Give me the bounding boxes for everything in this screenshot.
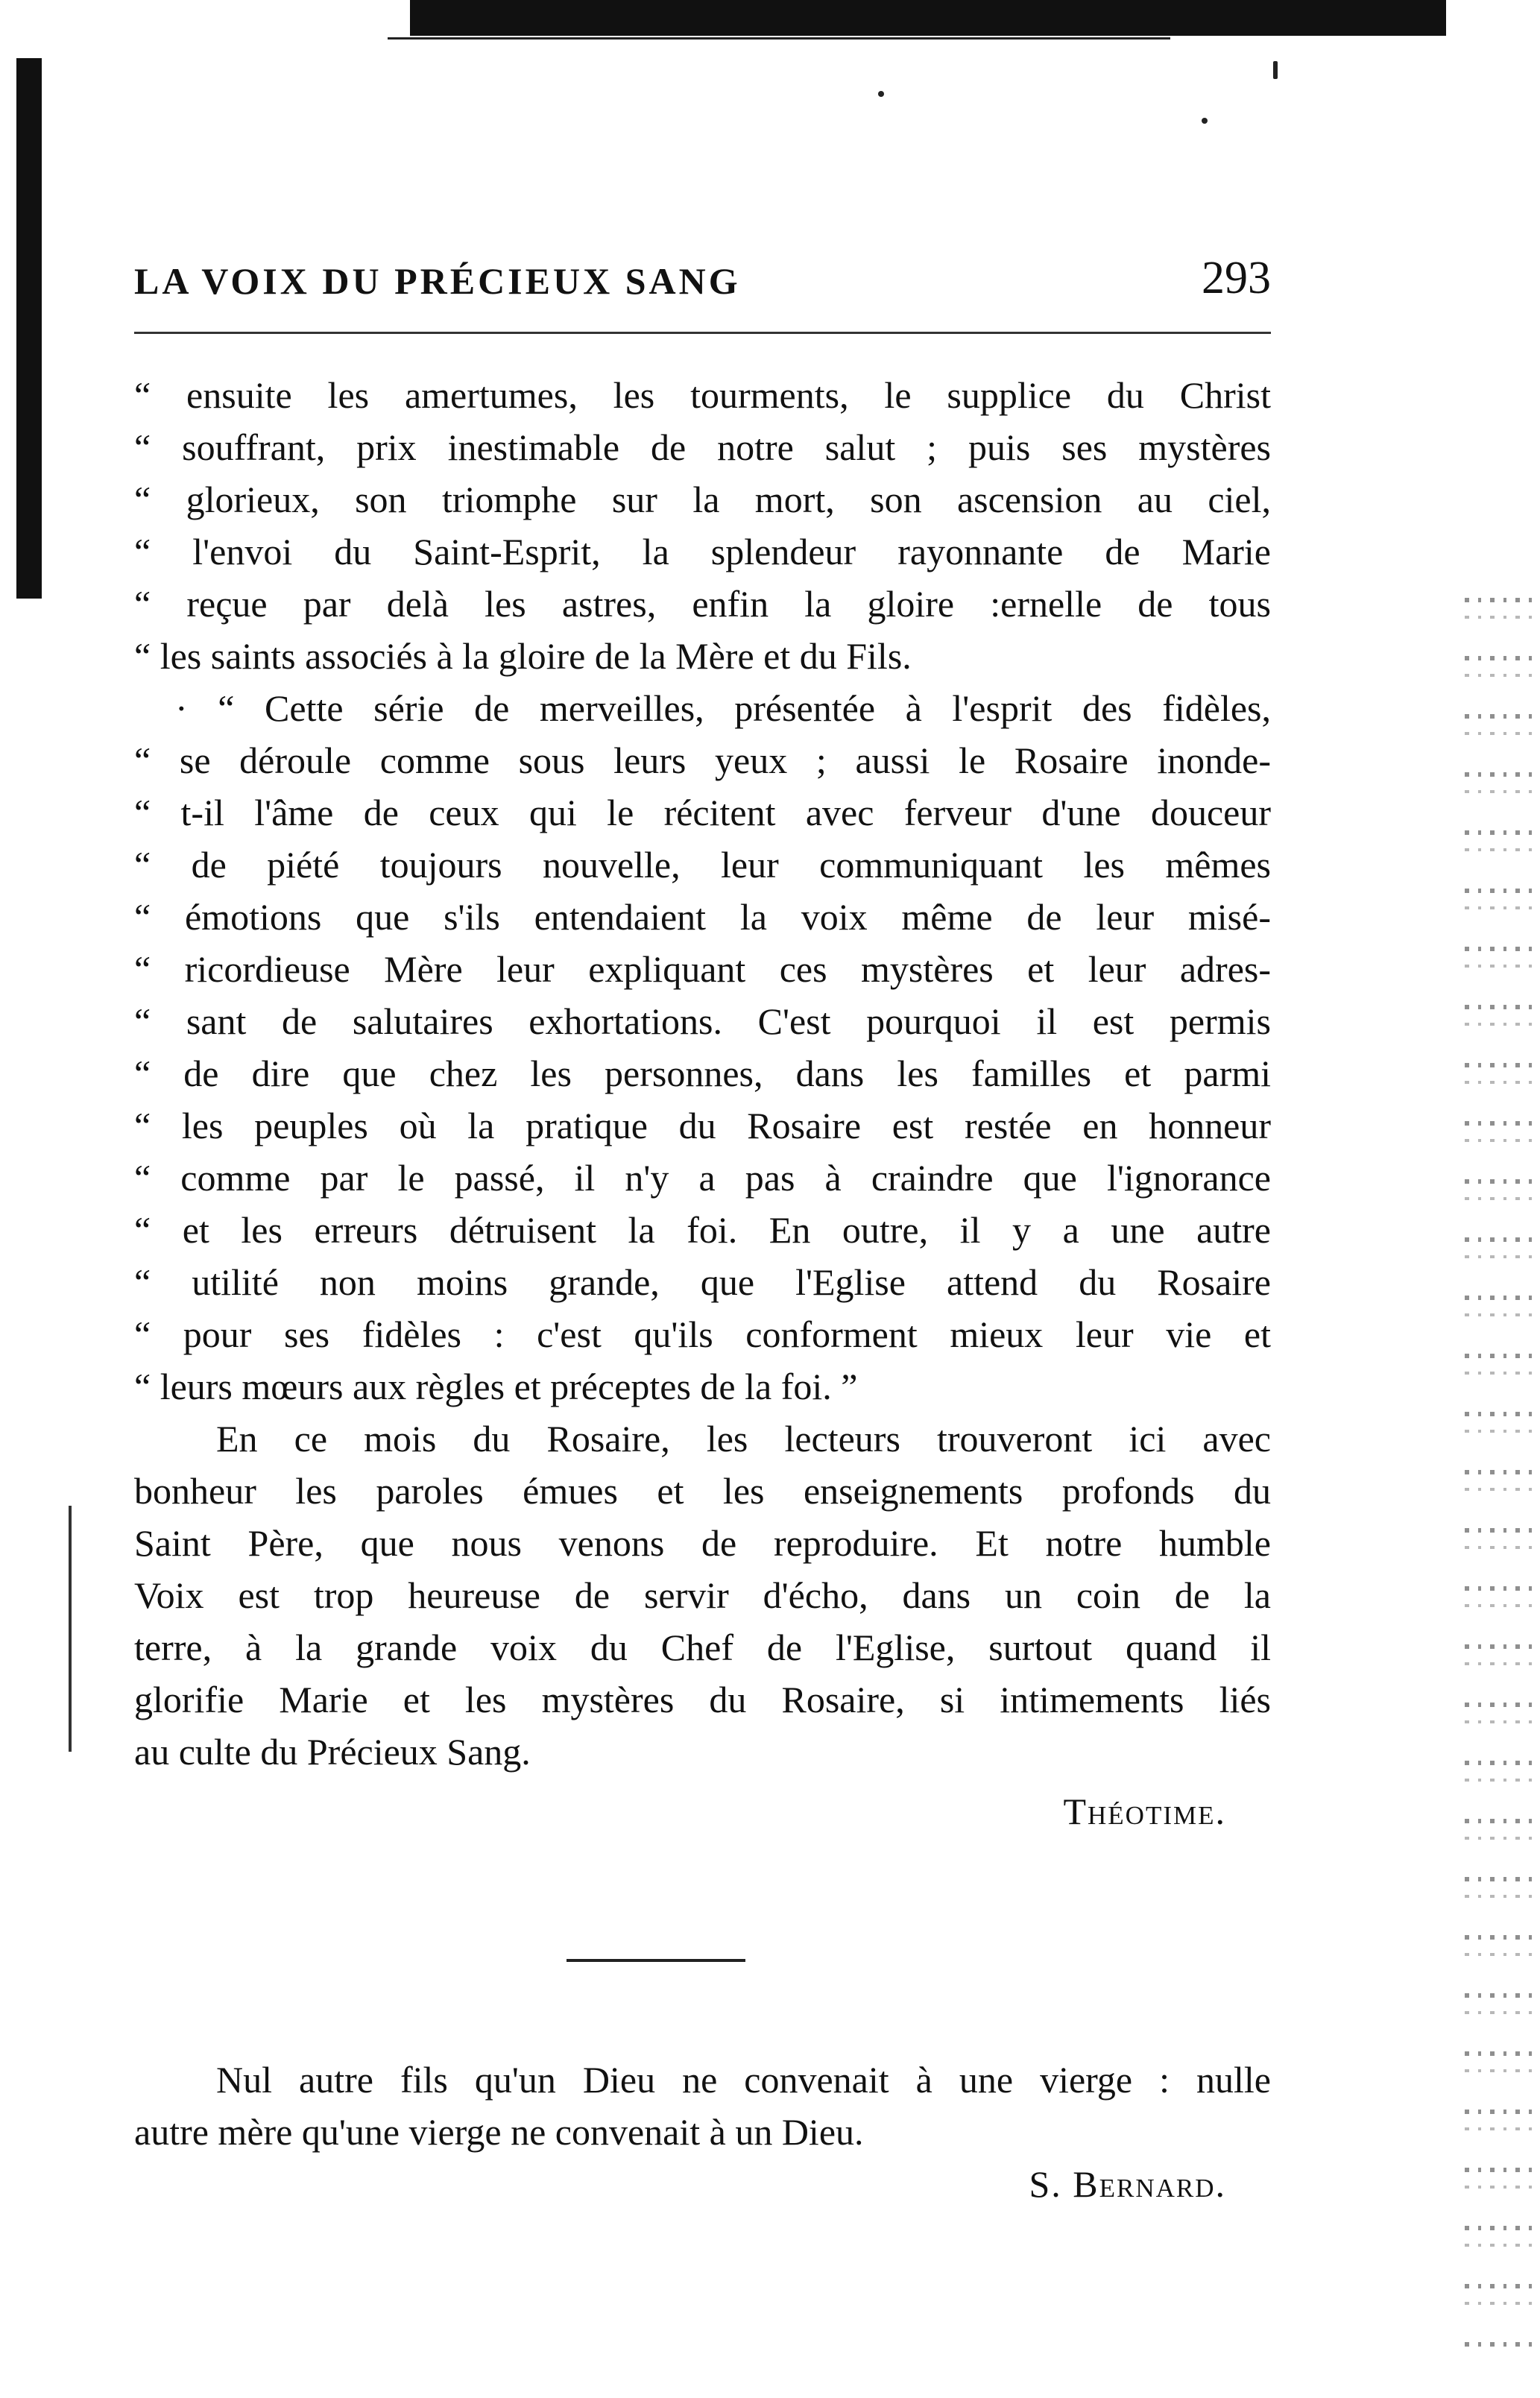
text-line: terre, à la grande voix du Chef de l'Eglise, surtout quand il	[134, 1626, 1271, 1668]
text-line: “ t-il l'âme de ceux qui le récitent avec ferveur d'une douceur	[134, 792, 1271, 833]
quote-line: Nul autre fils qu'un Dieu ne convenait à une vierge : nulle	[216, 2059, 1271, 2101]
header-rule	[134, 332, 1271, 334]
text-line: “ utilité non moins grande, que l'Eglise attend du Rosaire	[134, 1261, 1271, 1303]
scan-speck	[878, 91, 884, 97]
scan-edge-left	[16, 58, 42, 599]
quote-block	[134, 2054, 1271, 2210]
page-number: 293	[1202, 253, 1271, 303]
quote-line: autre mère qu'une vierge ne convenait à un Dieu.	[134, 2111, 864, 2153]
scan-edge-noise	[1465, 581, 1532, 2356]
text-line: “ émotions que s'ils entendaient la voix même de leur misé-	[134, 896, 1271, 938]
text-line: “ l'envoi du Saint-Esprit, la splendeur rayonnante de Marie	[134, 531, 1271, 572]
text-line: “ de piété toujours nouvelle, leur communiquant les mêmes	[134, 844, 1271, 886]
text-line: bonheur les paroles émues et les enseignements profonds du	[134, 1470, 1271, 1512]
text-line: “ souffrant, prix inestimable de notre salut ; puis ses mystères	[134, 426, 1271, 468]
running-title: LA VOIX DU PRÉCIEUX SANG	[134, 260, 741, 302]
scan-speck	[1202, 118, 1208, 124]
text-line: Saint Père, que nous venons de reproduire. Et notre humble	[134, 1522, 1271, 1564]
text-line: “ les peuples où la pratique du Rosaire est restée en honneur	[134, 1105, 1271, 1146]
running-head	[134, 252, 1271, 304]
text-line: “ reçue par delà les astres, enfin la gloire :ernelle de tous	[134, 583, 1271, 625]
scan-edge-top	[410, 0, 1446, 36]
text-line: En ce mois du Rosaire, les lecteurs trouveront ici avec	[216, 1418, 1271, 1460]
body-text	[134, 369, 1271, 1837]
text-line: · “ Cette série de merveilles, présentée à l'esprit des fidèles,	[175, 687, 1271, 729]
scan-edge-line	[388, 37, 1170, 40]
text-line: “ les saints associés à la gloire de la Mère et du Fils.	[134, 635, 912, 677]
text-line: “ et les erreurs détruisent la foi. En outre, il y a une autre	[134, 1209, 1271, 1251]
text-line: “ ricordieuse Mère leur expliquant ces mystères et leur adres-	[134, 948, 1271, 990]
section-separator	[567, 1959, 745, 1962]
scan-edge-tick	[69, 1506, 72, 1752]
text-line: glorifie Marie et les mystères du Rosaire, si intimements liés	[134, 1679, 1271, 1720]
text-line: “ ensuite les amertumes, les tourments, le supplice du Christ	[134, 374, 1271, 416]
text-line: “ se déroule comme sous leurs yeux ; aussi le Rosaire inonde-	[134, 739, 1271, 781]
text-line: “ de dire que chez les personnes, dans les familles et parmi	[134, 1053, 1271, 1094]
signature: Théotime.	[1063, 1790, 1226, 1832]
text-line: “ comme par le passé, il n'y a pas à craindre que l'ignorance	[134, 1157, 1271, 1199]
scan-speck	[1273, 61, 1278, 79]
text-line: Voix est trop heureuse de servir d'écho, dans un coin de la	[134, 1574, 1271, 1616]
text-line: “ pour ses fidèles : c'est qu'ils conforment mieux leur vie et	[134, 1313, 1271, 1355]
text-line: au culte du Précieux Sang.	[134, 1731, 531, 1773]
text-line: “ leurs mœurs aux règles et préceptes de la foi. ”	[134, 1366, 858, 1407]
text-line: “ glorieux, son triomphe sur la mort, son ascension au ciel,	[134, 479, 1271, 520]
text-line: “ sant de salutaires exhortations. C'est pourquoi il est permis	[134, 1000, 1271, 1042]
quote-author: S. Bernard.	[1029, 2163, 1226, 2205]
